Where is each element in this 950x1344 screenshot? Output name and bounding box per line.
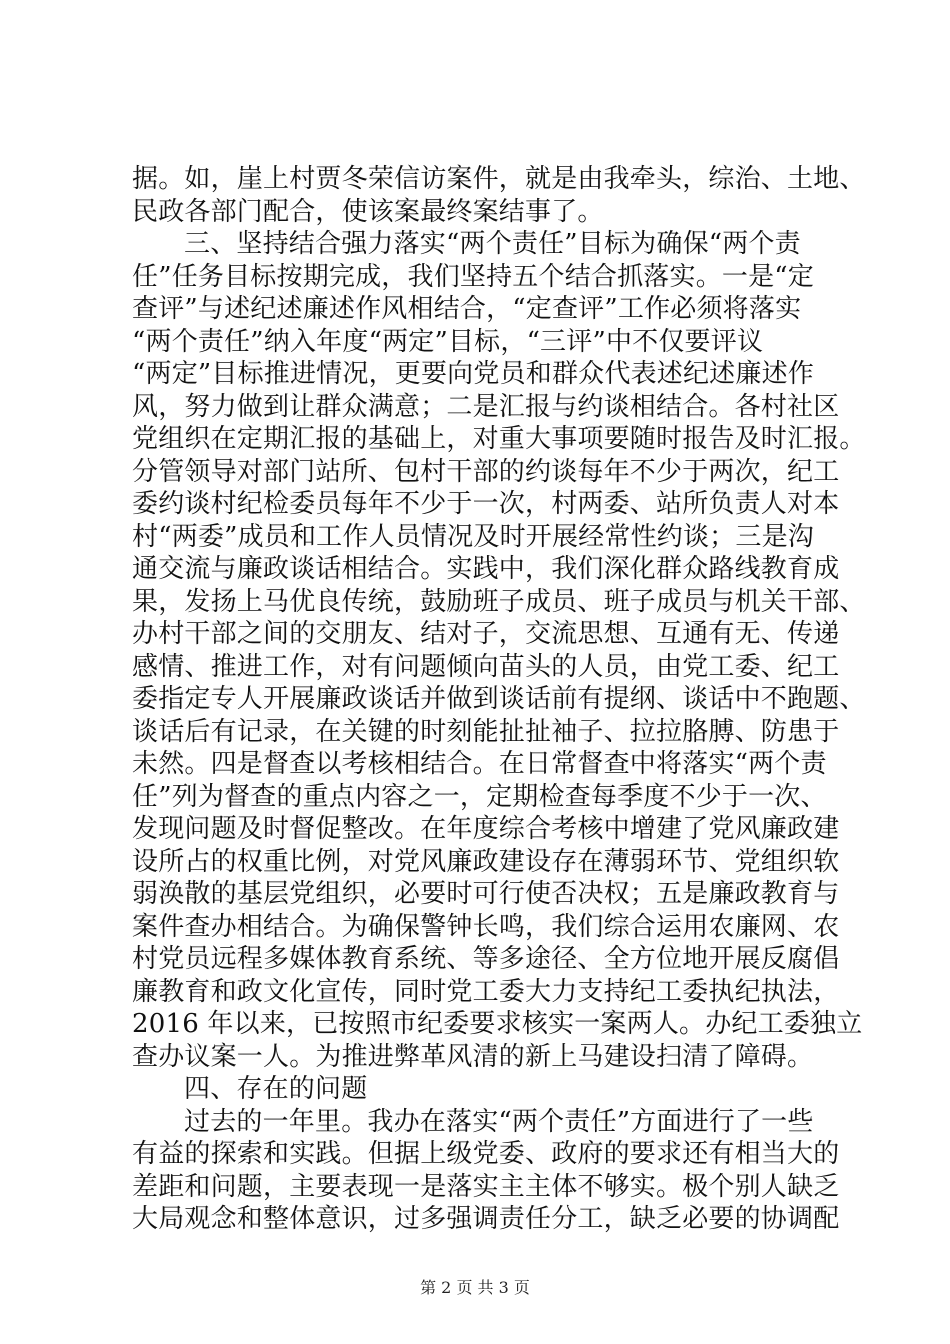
paragraph-start-line: 过去的一年里。我办在落实“两个责任”方面进行了一些	[184, 1106, 814, 1137]
section-heading-line: 四、存在的问题	[184, 1074, 368, 1104]
text-line: 2016 年以来，已按照市纪委要求核实一案两人。办纪工委独立	[132, 1009, 863, 1039]
text-line: 村“两委”成员和工作人员情况及时开展经常性约谈；三是沟	[132, 521, 814, 552]
text-line: “两个责任”纳入年度“两定”目标，“三评”中不仅要评议	[132, 326, 764, 357]
text-line: 通交流与廉政谈话相结合。实践中，我们深化群众路线教育成	[132, 554, 840, 584]
text-line: 大局观念和整体意识，过多强调责任分工，缺乏必要的协调配	[132, 1204, 840, 1234]
text-line: 分管领导对部门站所、包村干部的约谈每年不少于两次，纪工	[132, 456, 840, 487]
text-line: 办村干部之间的交朋友、结对子，交流思想、互通有无、传递	[132, 619, 840, 649]
text-line: 廉教育和政文化宣传，同时党工委大力支持纪工委执纪执法，	[132, 976, 840, 1007]
text-line: 任”列为督查的重点内容之一，定期检查每季度不少于一次、	[132, 781, 827, 812]
section-heading-line: 三、坚持结合强力落实“两个责任”目标为确保“两个责	[184, 229, 801, 259]
text-line: 未然。四是督查以考核相结合。在日常督查中将落实“两个责	[132, 749, 827, 779]
text-line: 村党员远程多媒体教育系统、等多途径、全方位地开展反腐倡	[132, 944, 840, 974]
text-line: 据。如，崖上村贾冬荣信访案件，就是由我牵头，综治、土地、	[132, 164, 866, 194]
text-line: 发现问题及时督促整改。在年度综合考核中增建了党风廉政建	[132, 814, 840, 844]
text-line: 弱涣散的基层党组织，必要时可行使否决权；五是廉政教育与	[132, 879, 840, 909]
text-line: 查评”与述纪述廉述作风相结合，“定查评”工作必须将落实	[132, 294, 802, 324]
text-line: 委约谈村纪检委员每年不少于一次，村两委、站所负责人对本	[132, 489, 840, 519]
text-line: 风，努力做到让群众满意；二是汇报与约谈相结合。各村社区	[132, 391, 840, 422]
text-line: 果，发扬上马优良传统，鼓励班子成员、班子成员与机关干部、	[132, 586, 866, 617]
text-line: 党组织在定期汇报的基础上，对重大事项要随时报告及时汇报。	[132, 424, 866, 454]
text-line: 设所占的权重比例，对党风廉政建设存在薄弱环节、党组织软	[132, 846, 840, 877]
text-line: 查办议案一人。为推进弊革风清的新上马建设扫清了障碍。	[132, 1041, 814, 1072]
text-line: 谈话后有记录，在关键的时刻能扯扯袖子、拉拉胳膊、防患于	[132, 716, 840, 747]
text-line: 有益的探索和实践。但据上级党委、政府的要求还有相当大的	[132, 1139, 840, 1169]
text-line: 差距和问题，主要表现一是落实主主体不够实。极个别人缺乏	[132, 1171, 840, 1202]
text-line: 感情、推进工作，对有问题倾向苗头的人员，由党工委、纪工	[132, 651, 840, 682]
text-line: 民政各部门配合，使该案最终案结事了。	[132, 196, 604, 227]
document-body	[132, 163, 866, 1236]
text-line: “两定”目标推进情况，更要向党员和群众代表述纪述廉述作	[132, 359, 814, 389]
text-line: 案件查办相结合。为确保警钟长鸣，我们综合运用农廉网、农	[132, 911, 840, 942]
page-number-footer: 第 2 页 共 3 页	[420, 1278, 530, 1297]
text-line: 委指定专人开展廉政谈话并做到谈话前有提纲、谈话中不跑题、	[132, 684, 866, 714]
text-line: 任”任务目标按期完成，我们坚持五个结合抓落实。一是“定	[132, 261, 814, 292]
